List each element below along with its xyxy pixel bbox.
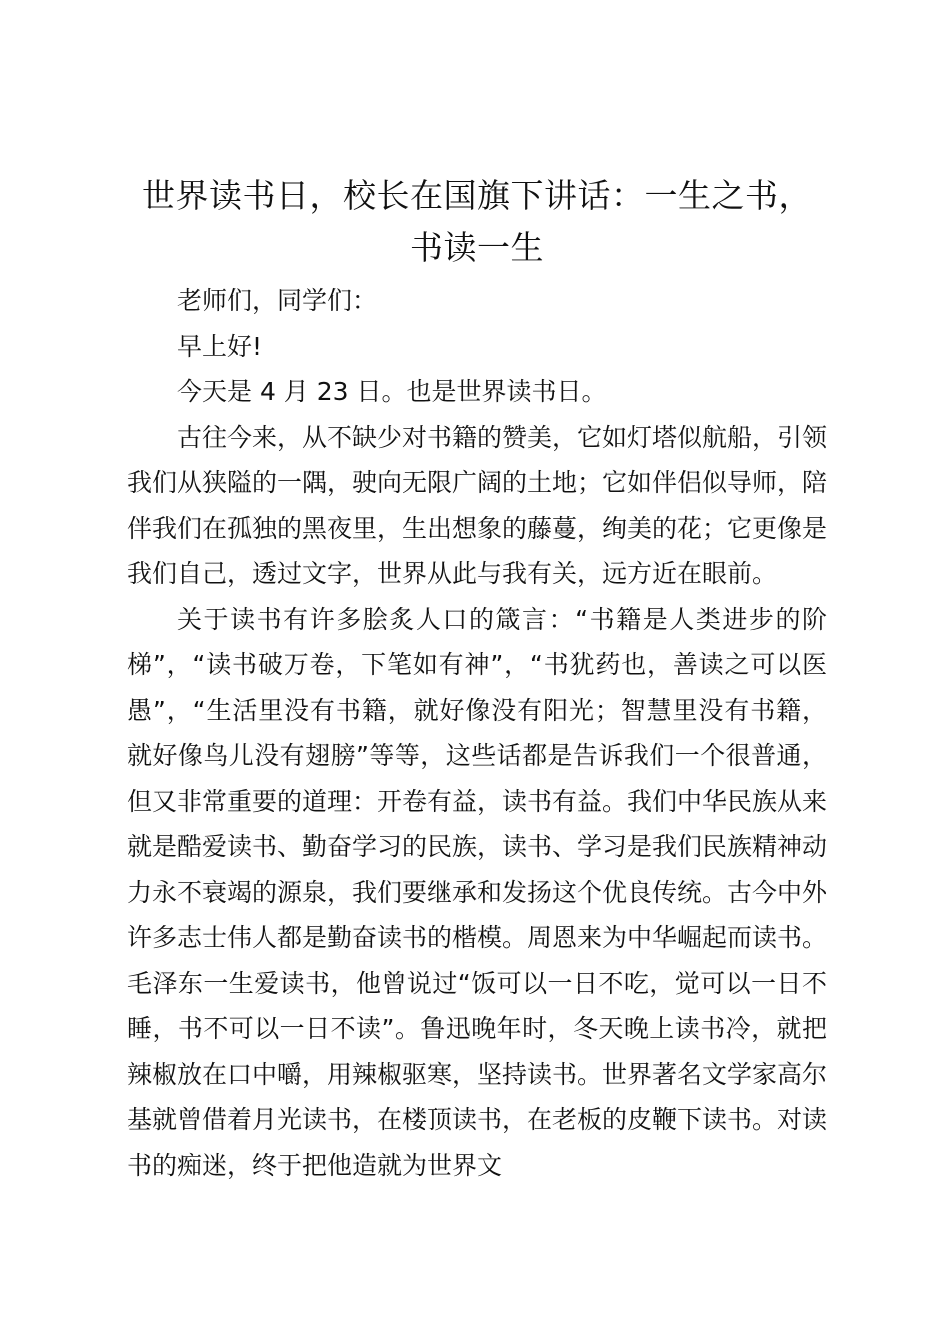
document-title: [127, 170, 827, 274]
title-line-1: 世界读书日，校长在国旗下讲话：一生之书，: [142, 176, 812, 215]
document-body: [127, 278, 827, 1188]
paragraph-2: 关于读书有许多脍炙人口的箴言：“书籍是人类进步的阶梯”，“读书破万卷，下笔如有神”，“书犹药也，善读之可以医愚”，“生活里没有书籍，就好像没有阳光；智慧里没有书籍，就好像鸟儿没有翅膀”等等，这些话都是告诉我们一个很普通，但又非常重要的道理：开卷有益，读书有益。我们中华民族从来就是酷爱读书、勤奋学习的民族，读书、学习是我们民族精神动力永不衰竭的源泉，我们要继承和发扬这个优良传统。古今中外许多志士伟人都是勤奋读书的楷模。周恩来为中华崛起而读书。毛泽东一生爱读书，他曾说过“饭可以一日不吃，觉可以一日不睡，书不可以一日不读”。鲁迅晚年时，冬天晚上读书冷，就把辣椒放在口中嚼，用辣椒驱寒，坚持读书。世界著名文学家高尔基就曾借着月光读书，在楼顶读书，在老板的皮鞭下读书。对读书的痴迷，终于把他造就为世界文: [127, 604, 828, 1180]
salutation: 老师们，同学们：: [177, 286, 378, 315]
greeting: 早上好!: [177, 331, 263, 361]
paragraph-1: 古往今来，从不缺少对书籍的赞美，它如灯塔似航船，引领我们从狭隘的一隅，驶向无限广阔的土地；它如伴侣似导师，陪伴我们在孤独的黑夜里，生出想象的藤蔓，绚美的花；它更像是我们自己，透过文字，世界从此与我有关，远方近在眼前。: [127, 422, 828, 588]
document-page: [127, 170, 827, 1188]
date-line: 今天是 4 月 23 日。也是世界读书日。: [177, 377, 607, 406]
title-line-2: 书读一生: [410, 228, 544, 267]
